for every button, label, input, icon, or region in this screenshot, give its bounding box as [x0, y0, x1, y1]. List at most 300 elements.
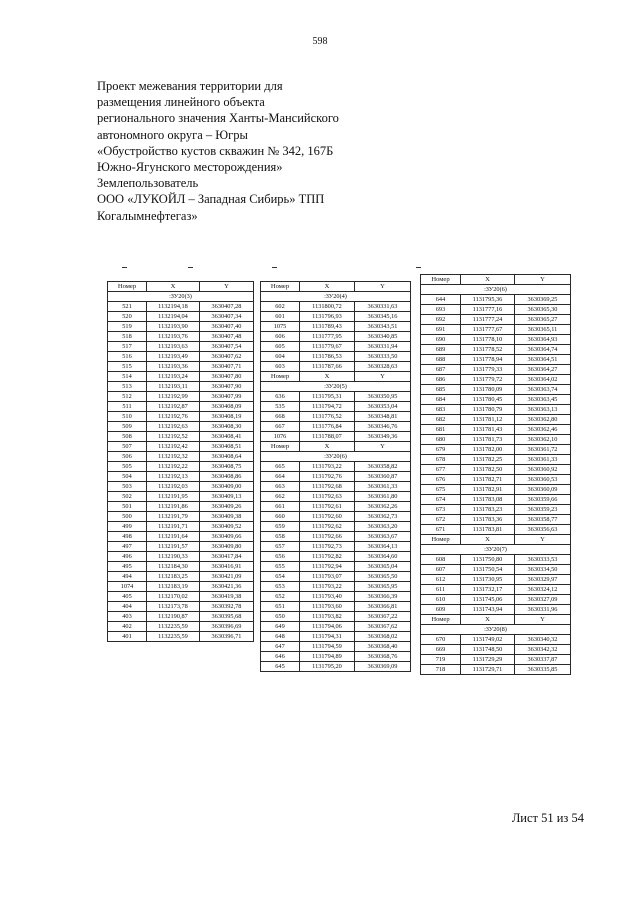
point-number: 675	[421, 485, 461, 495]
x-coordinate: 1131729,29	[461, 655, 515, 665]
x-coordinate: 1131794,31	[300, 632, 355, 642]
header-x: X	[461, 615, 515, 625]
point-number: 612	[421, 575, 461, 585]
x-coordinate: 1132191,95	[147, 492, 200, 502]
point-number: 648	[261, 632, 300, 642]
y-coordinate: 3630363,74	[515, 385, 571, 395]
point-number: 609	[421, 605, 461, 615]
y-coordinate: 3630416,91	[200, 562, 254, 572]
title-line: ООО «ЛУКОЙЛ – Западная Сибирь» ТПП	[97, 192, 325, 207]
y-coordinate: 3630407,62	[200, 352, 254, 362]
x-coordinate: 1131787,66	[300, 362, 355, 372]
y-coordinate: 3630343,51	[355, 322, 411, 332]
table-row	[108, 432, 254, 442]
table-row	[421, 385, 571, 395]
x-coordinate: 1131793,22	[300, 582, 355, 592]
x-coordinate: 1131779,33	[461, 365, 515, 375]
parcel-label: :ЗУ20(6)	[261, 452, 411, 462]
y-coordinate: 3630356,63	[515, 525, 571, 535]
x-coordinate: 1132170,02	[147, 592, 200, 602]
point-number: 655	[261, 562, 300, 572]
x-coordinate: 1132193,76	[147, 332, 200, 342]
x-coordinate: 1132193,36	[147, 362, 200, 372]
table-row	[421, 335, 571, 345]
parcel-label: :ЗУ20(7)	[421, 545, 571, 555]
header-number: Номер	[261, 282, 300, 292]
header-number: Номер	[421, 615, 461, 625]
x-coordinate: 1131777,16	[461, 305, 515, 315]
point-number: 654	[261, 572, 300, 582]
table-row	[108, 462, 254, 472]
y-coordinate: 3630340,85	[355, 332, 411, 342]
table-header-row	[261, 372, 411, 382]
y-coordinate: 3630408,64	[200, 452, 254, 462]
table-row	[421, 445, 571, 455]
y-coordinate: 3630419,38	[200, 592, 254, 602]
table-row	[108, 342, 254, 352]
y-coordinate: 3630364,02	[515, 375, 571, 385]
x-coordinate: 1131748,50	[461, 645, 515, 655]
x-coordinate: 1132183,25	[147, 572, 200, 582]
x-coordinate: 1131792,94	[300, 562, 355, 572]
point-number: 662	[261, 492, 300, 502]
y-coordinate: 3630407,34	[200, 312, 254, 322]
header-number: Номер	[261, 442, 300, 452]
table-row	[421, 665, 571, 675]
header-number: Номер	[261, 372, 300, 382]
x-coordinate: 1132193,11	[147, 382, 200, 392]
point-number: 682	[421, 415, 461, 425]
table-row	[108, 542, 254, 552]
x-coordinate: 1131795,20	[300, 662, 355, 672]
y-coordinate: 3630365,95	[355, 582, 411, 592]
table-row	[108, 362, 254, 372]
table-row	[261, 352, 411, 362]
x-coordinate: 1132191,86	[147, 502, 200, 512]
point-number: 684	[421, 395, 461, 405]
point-number: 601	[261, 312, 300, 322]
y-coordinate: 3630361,72	[515, 445, 571, 455]
y-coordinate: 3630409,52	[200, 522, 254, 532]
table-row	[261, 462, 411, 472]
x-coordinate: 1131794,06	[300, 622, 355, 632]
y-coordinate: 3630364,51	[515, 355, 571, 365]
table-row	[108, 562, 254, 572]
point-number: 691	[421, 325, 461, 335]
point-number: 677	[421, 465, 461, 475]
table-row	[108, 482, 254, 492]
table-row	[261, 332, 411, 342]
table-row	[108, 532, 254, 542]
point-number: 718	[421, 665, 461, 675]
table-row	[261, 322, 411, 332]
point-number: 516	[108, 352, 147, 362]
parcel-label: :ЗУ20(6)	[421, 285, 571, 295]
table-row	[261, 572, 411, 582]
x-coordinate: 1131779,67	[300, 342, 355, 352]
table-row	[421, 505, 571, 515]
y-coordinate: 3630328,63	[355, 362, 411, 372]
y-coordinate: 3630362,26	[355, 502, 411, 512]
y-coordinate: 3630333,50	[355, 352, 411, 362]
x-coordinate: 1131776,84	[300, 422, 355, 432]
point-number: 673	[421, 505, 461, 515]
x-coordinate: 1132192,03	[147, 482, 200, 492]
x-coordinate: 1132192,22	[147, 462, 200, 472]
y-coordinate: 3630362,73	[355, 512, 411, 522]
table-row	[261, 342, 411, 352]
table-header-row	[421, 535, 571, 545]
y-coordinate: 3630365,50	[355, 572, 411, 582]
y-coordinate: 3630363,13	[515, 405, 571, 415]
header-x: X	[147, 282, 200, 292]
y-coordinate: 3630417,84	[200, 552, 254, 562]
page-number: 598	[312, 36, 328, 47]
y-coordinate: 3630366,81	[355, 602, 411, 612]
table-header-row	[421, 615, 571, 625]
point-number: 663	[261, 482, 300, 492]
y-coordinate: 3630350,95	[355, 392, 411, 402]
point-number: 496	[108, 552, 147, 562]
table-row	[108, 422, 254, 432]
title-line: размещения линейного объекта	[97, 95, 265, 110]
header-x: X	[300, 372, 355, 382]
title-line: Проект межевания территории для	[97, 79, 283, 93]
point-number: 686	[421, 375, 461, 385]
y-coordinate: 3630331,63	[355, 302, 411, 312]
y-coordinate: 3630368,40	[355, 642, 411, 652]
table-row	[261, 422, 411, 432]
y-coordinate: 3630392,78	[200, 602, 254, 612]
y-coordinate: 3630366,39	[355, 592, 411, 602]
x-coordinate: 1132191,79	[147, 512, 200, 522]
table-row	[421, 415, 571, 425]
x-coordinate: 1132192,76	[147, 412, 200, 422]
y-coordinate: 3630364,60	[355, 552, 411, 562]
point-number: 690	[421, 335, 461, 345]
point-number: 495	[108, 562, 147, 572]
x-coordinate: 1131794,59	[300, 642, 355, 652]
point-number: 511	[108, 402, 147, 412]
table-row	[421, 435, 571, 445]
parcel-group-row	[421, 545, 571, 555]
point-number: 611	[421, 585, 461, 595]
x-coordinate: 1132235,59	[147, 622, 200, 632]
table-row	[421, 405, 571, 415]
parcel-label: :ЗУ20(8)	[421, 625, 571, 635]
point-number: 664	[261, 472, 300, 482]
x-coordinate: 1131783,23	[461, 505, 515, 515]
y-coordinate: 3630362,46	[515, 425, 571, 435]
x-coordinate: 1131792,63	[300, 492, 355, 502]
table-row	[421, 555, 571, 565]
x-coordinate: 1131793,40	[300, 592, 355, 602]
point-number: 680	[421, 435, 461, 445]
x-coordinate: 1132193,49	[147, 352, 200, 362]
y-coordinate: 3630409,13	[200, 492, 254, 502]
y-coordinate: 3630361,33	[355, 482, 411, 492]
y-coordinate: 3630363,45	[515, 395, 571, 405]
point-number: 688	[421, 355, 461, 365]
y-coordinate: 3630329,97	[515, 575, 571, 585]
y-coordinate: 3630333,53	[515, 555, 571, 565]
y-coordinate: 3630342,32	[515, 645, 571, 655]
header-x: X	[461, 275, 515, 285]
y-coordinate: 3630365,30	[515, 305, 571, 315]
table-row	[108, 312, 254, 322]
table-row	[261, 512, 411, 522]
x-coordinate: 1132192,99	[147, 392, 200, 402]
table-row	[261, 302, 411, 312]
point-number: 404	[108, 602, 147, 612]
point-number: 660	[261, 512, 300, 522]
table-row	[261, 362, 411, 372]
point-number: 689	[421, 345, 461, 355]
x-coordinate: 1132192,52	[147, 432, 200, 442]
point-number: 1075	[261, 322, 300, 332]
x-coordinate: 1131792,68	[300, 482, 355, 492]
point-number: 671	[421, 525, 461, 535]
x-coordinate: 1132190,87	[147, 612, 200, 622]
x-coordinate: 1132191,64	[147, 532, 200, 542]
point-number: 513	[108, 382, 147, 392]
y-coordinate: 3630362,80	[515, 415, 571, 425]
sheet-counter: Лист 51 из 54	[511, 811, 584, 825]
coordinate-table-right-container	[420, 274, 571, 675]
point-number: 1076	[261, 432, 300, 442]
point-number: 494	[108, 572, 147, 582]
y-coordinate: 3630407,80	[200, 372, 254, 382]
header-number: Номер	[108, 282, 147, 292]
x-coordinate: 1131777,95	[300, 332, 355, 342]
x-coordinate: 1131792,66	[300, 532, 355, 542]
y-coordinate: 3630408,41	[200, 432, 254, 442]
x-coordinate: 1131796,93	[300, 312, 355, 322]
header-y: Y	[355, 372, 411, 382]
x-coordinate: 1131792,82	[300, 552, 355, 562]
x-coordinate: 1131780,09	[461, 385, 515, 395]
y-coordinate: 3630364,74	[515, 345, 571, 355]
y-coordinate: 3630360,09	[515, 485, 571, 495]
x-coordinate: 1131777,67	[461, 325, 515, 335]
header-y: Y	[355, 282, 411, 292]
y-coordinate: 3630407,99	[200, 392, 254, 402]
table-row	[421, 315, 571, 325]
table-row	[421, 425, 571, 435]
x-coordinate: 1131795,31	[300, 392, 355, 402]
x-coordinate: 1131730,95	[461, 575, 515, 585]
point-number: 512	[108, 392, 147, 402]
table-row	[421, 595, 571, 605]
point-number: 644	[421, 295, 461, 305]
point-number: 645	[261, 662, 300, 672]
table-row	[261, 502, 411, 512]
y-coordinate: 3630346,76	[355, 422, 411, 432]
y-coordinate: 3630409,38	[200, 512, 254, 522]
point-number: 535	[261, 402, 300, 412]
y-coordinate: 3630331,94	[355, 342, 411, 352]
header-x: X	[300, 282, 355, 292]
y-coordinate: 3630359,66	[515, 495, 571, 505]
x-coordinate: 1131792,73	[300, 542, 355, 552]
table-row	[421, 455, 571, 465]
y-coordinate: 3630408,19	[200, 412, 254, 422]
table-row	[421, 395, 571, 405]
point-number: 653	[261, 582, 300, 592]
table-row	[108, 552, 254, 562]
table-row	[261, 522, 411, 532]
table-row	[421, 465, 571, 475]
parcel-group-row	[421, 285, 571, 295]
table-row	[261, 392, 411, 402]
point-number: 650	[261, 612, 300, 622]
table-row	[108, 352, 254, 362]
table-row	[108, 502, 254, 512]
parcel-group-row	[261, 382, 411, 392]
point-number: 649	[261, 622, 300, 632]
point-number: 602	[261, 302, 300, 312]
y-coordinate: 3630364,93	[515, 335, 571, 345]
point-number: 504	[108, 472, 147, 482]
point-number: 510	[108, 412, 147, 422]
document-title	[97, 78, 417, 224]
table-row	[421, 295, 571, 305]
point-number: 656	[261, 552, 300, 562]
y-coordinate: 3630367,22	[355, 612, 411, 622]
x-coordinate: 1131792,60	[300, 512, 355, 522]
point-number: 687	[421, 365, 461, 375]
point-number: 505	[108, 462, 147, 472]
y-coordinate: 3630421,09	[200, 572, 254, 582]
point-number: 401	[108, 632, 147, 642]
point-number: 669	[421, 645, 461, 655]
title-line: Когалымнефтегаз»	[97, 208, 198, 223]
table-row	[261, 642, 411, 652]
x-coordinate: 1131782,25	[461, 455, 515, 465]
point-number: 659	[261, 522, 300, 532]
table-row	[421, 515, 571, 525]
header-number: Номер	[421, 535, 461, 545]
y-coordinate: 3630365,27	[515, 315, 571, 325]
table-row	[421, 645, 571, 655]
point-number: 403	[108, 612, 147, 622]
table-row	[108, 492, 254, 502]
y-coordinate: 3630334,50	[515, 565, 571, 575]
parcel-label: :ЗУ20(3)	[108, 292, 254, 302]
x-coordinate: 1131782,71	[461, 475, 515, 485]
table-row	[261, 612, 411, 622]
point-number: 670	[421, 635, 461, 645]
point-number: 1074	[108, 582, 147, 592]
x-coordinate: 1131732,17	[461, 585, 515, 595]
table-row	[261, 542, 411, 552]
table-row	[261, 562, 411, 572]
table-row	[421, 655, 571, 665]
point-number: 500	[108, 512, 147, 522]
y-coordinate: 3630409,80	[200, 542, 254, 552]
x-coordinate: 1132194,04	[147, 312, 200, 322]
point-number: 605	[261, 342, 300, 352]
x-coordinate: 1132190,33	[147, 552, 200, 562]
point-number: 402	[108, 622, 147, 632]
parcel-group-row	[261, 292, 411, 302]
y-coordinate: 3630361,33	[515, 455, 571, 465]
y-coordinate: 3630364,27	[515, 365, 571, 375]
header-y: Y	[515, 535, 571, 545]
table-row	[261, 432, 411, 442]
title-line: регионального значения Ханты-Мансийского	[97, 111, 339, 126]
point-number: 498	[108, 532, 147, 542]
y-coordinate: 3630408,09	[200, 402, 254, 412]
table-row	[108, 372, 254, 382]
y-coordinate: 3630407,48	[200, 332, 254, 342]
table-row	[261, 592, 411, 602]
x-coordinate: 1132184,30	[147, 562, 200, 572]
x-coordinate: 1132193,24	[147, 372, 200, 382]
point-number: 499	[108, 522, 147, 532]
x-coordinate: 1131782,50	[461, 465, 515, 475]
y-coordinate: 3630365,04	[355, 562, 411, 572]
x-coordinate: 1131749,02	[461, 635, 515, 645]
x-coordinate: 1132191,57	[147, 542, 200, 552]
y-coordinate: 3630324,12	[515, 585, 571, 595]
point-number: 603	[261, 362, 300, 372]
point-number: 508	[108, 432, 147, 442]
table-row	[261, 472, 411, 482]
x-coordinate: 1131783,81	[461, 525, 515, 535]
y-coordinate: 3630335,85	[515, 665, 571, 675]
y-coordinate: 3630345,16	[355, 312, 411, 322]
x-coordinate: 1131786,53	[300, 352, 355, 362]
point-number: 657	[261, 542, 300, 552]
y-coordinate: 3630340,32	[515, 635, 571, 645]
x-coordinate: 1132192,87	[147, 402, 200, 412]
y-coordinate: 3630369,25	[515, 295, 571, 305]
y-coordinate: 3630363,67	[355, 532, 411, 542]
y-coordinate: 3630363,20	[355, 522, 411, 532]
header-y: Y	[515, 615, 571, 625]
x-coordinate: 1131780,79	[461, 405, 515, 415]
x-coordinate: 1131782,00	[461, 445, 515, 455]
y-coordinate: 3630396,71	[200, 632, 254, 642]
point-number: 519	[108, 322, 147, 332]
x-coordinate: 1131778,52	[461, 345, 515, 355]
y-coordinate: 3630360,87	[355, 472, 411, 482]
table-row	[108, 612, 254, 622]
y-coordinate: 3630331,96	[515, 605, 571, 615]
x-coordinate: 1131778,94	[461, 355, 515, 365]
table-row	[261, 622, 411, 632]
y-coordinate: 3630407,71	[200, 362, 254, 372]
point-number: 636	[261, 392, 300, 402]
table-row	[421, 325, 571, 335]
y-coordinate: 3630337,87	[515, 655, 571, 665]
point-number: 606	[261, 332, 300, 342]
x-coordinate: 1131781,12	[461, 415, 515, 425]
point-number: 509	[108, 422, 147, 432]
parcel-label: :ЗУ20(4)	[261, 292, 411, 302]
table-row	[261, 632, 411, 642]
point-number: 647	[261, 642, 300, 652]
table-row	[421, 495, 571, 505]
point-number: 520	[108, 312, 147, 322]
point-number: 678	[421, 455, 461, 465]
x-coordinate: 1131777,24	[461, 315, 515, 325]
point-number: 672	[421, 515, 461, 525]
point-number: 514	[108, 372, 147, 382]
table-row	[421, 485, 571, 495]
y-coordinate: 3630348,81	[355, 412, 411, 422]
